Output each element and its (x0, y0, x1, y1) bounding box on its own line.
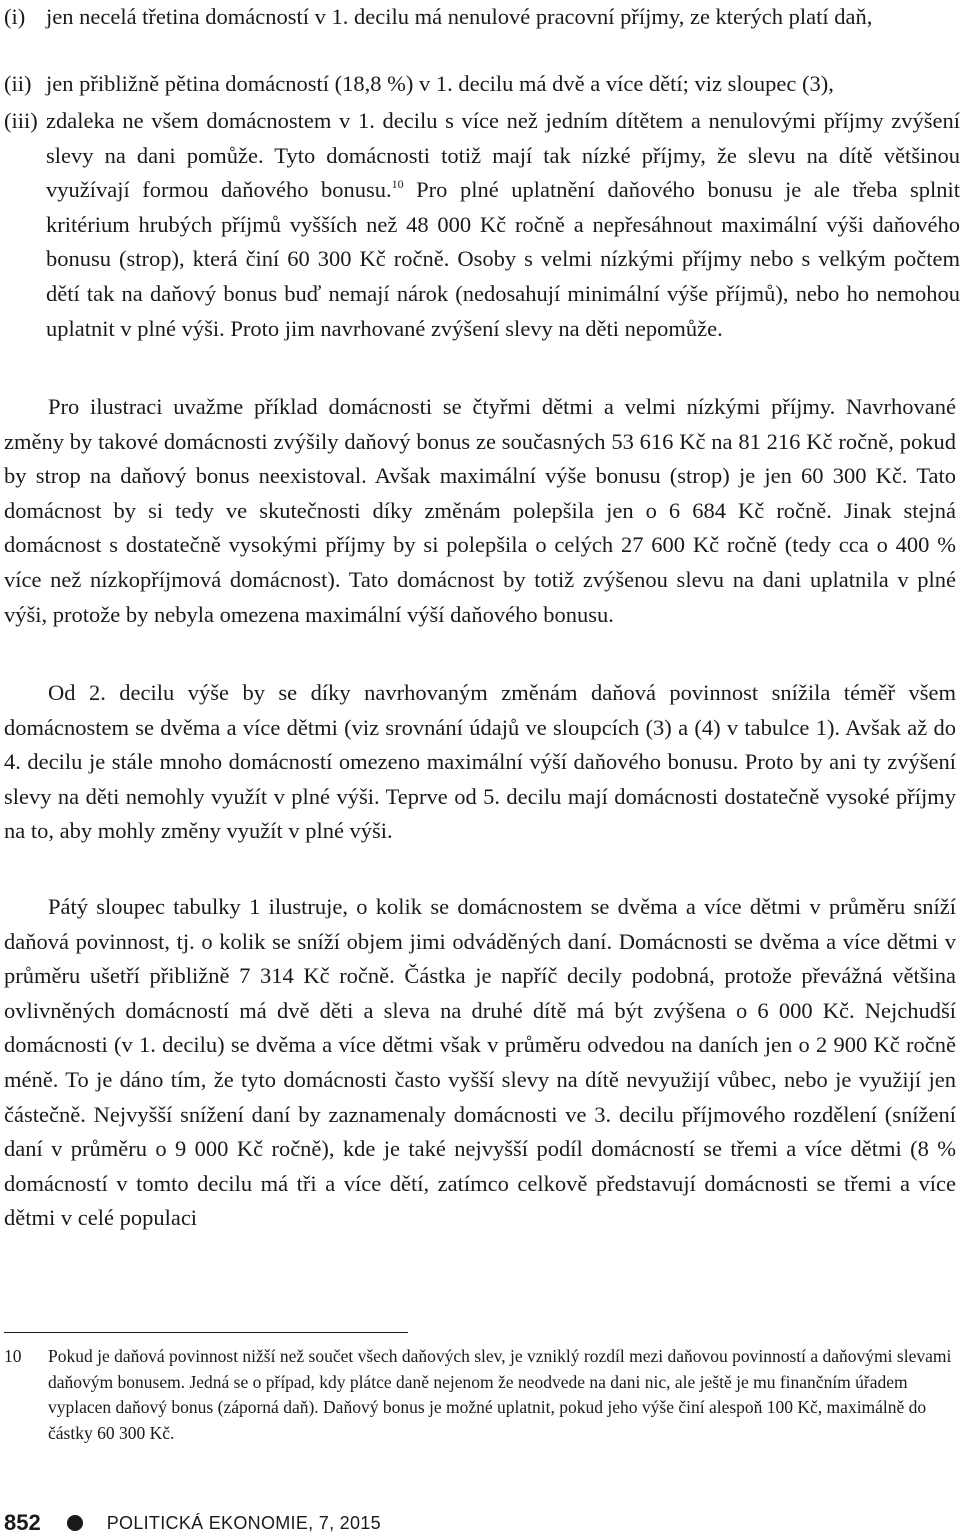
list-item-text-after-ref: Pro plné uplatnění daňového bonusu je ale třeba splnit kritérium hrubých příjmů vyšších než 48 000 Kč ročně a nepřesáhnout maximální výši daňového bonusu (strop), která činí 60 300 Kč ročně. Osoby s velmi nízkými příjmy nebo s velkým počtem dětí tak na daňový bonus buď nemají nárok (nedosahují minimální výše příjmů), nebo ho nemohou uplatnit v plné výši. Proto jim navrhované zvýšení slevy na děti nepomůže. (46, 177, 960, 341)
page-number: 852 (4, 1510, 41, 1535)
list-item-text-before-ref: zdaleka ne všem domácnostem v 1. decilu s více než jedním dítětem a nenulovými příjmy zvýšení slevy na dani pomůže. Tyto domácnosti totiž mají tak nízké příjmy, že slevu na dítě většinou využívají formou daňového bonusu. (46, 108, 960, 203)
body-paragraph (4, 676, 956, 849)
list-item (0, 67, 960, 102)
footnote-divider (4, 1332, 408, 1333)
footnote (4, 1344, 954, 1446)
list-item-text (46, 104, 960, 346)
list-item (0, 104, 960, 346)
journal-title: POLITICKÁ EKONOMIE, 7, 2015 (106, 1512, 381, 1533)
list-item-text: jen přibližně pětina domácností (18,8 %) v 1. decilu má dvě a více dětí; viz sloupec (3), (46, 71, 834, 96)
body-paragraph (4, 390, 956, 632)
body-paragraph (4, 890, 956, 1236)
paragraph-text: Pro ilustraci uvažme příklad domácnosti se čtyřmi dětmi a velmi nízkými příjmy. Navrhované změny by takové domácnosti zvýšily daňový bonus ze současných 53 616 Kč na 81 216 Kč ročně, pokud by strop na daňový bonus neexistoval. Avšak maximální výše bonusu (strop) je jen 60 300 Kč. Tato domácnost by si tedy ve skutečnosti díky změnám polepšila jen o 6 684 Kč ročně. Jinak stejná domácnost s dostatečně vysokými příjmy by si polepšila o celých 27 600 Kč ročně (tedy cca o 400 % více než nízkopříjmová domácnost). Tato domácnost by totiž zvýšenou slevu na dani uplatnila v plné výši, protože by nebyla omezena maximální výší daňového bonusu. (4, 394, 956, 627)
footnote-reference[interactable]: 10 (391, 177, 404, 192)
paragraph-text: Od 2. decilu výše by se díky navrhovaným změnám daňová povinnost snížila téměř všem domácnostem se dvěma a více dětmi (viz srovnání údajů ve sloupcích (3) a (4) v tabulce 1). Avšak až do 4. decilu je stále mnoho domácností omezeno maximální výší daňového bonusu. Proto by ani ty zvýšení slevy na děti nemohly využít v plné výši. Teprve od 5. decilu mají domácnosti dostatečně vysoké příjmy na to, aby mohly změny využít v plné výši. (4, 680, 956, 844)
footnote-number: 10 (4, 1346, 22, 1366)
list-item-text: jen necelá třetina domácností v 1. decilu má nenulové pracovní příjmy, ze kterých platí daň, (46, 4, 873, 29)
page-footer (4, 1510, 381, 1536)
list-marker: (iii) (4, 108, 38, 133)
paragraph-text: Pátý sloupec tabulky 1 ilustruje, o kolik se domácnostem se dvěma a více dětmi v průměru sníží daňová povinnost, tj. o kolik se sníží objem jimi odváděných daní. Domácnosti se dvěma a více dětmi v průměru ušetří přibližně 7 314 Kč ročně. Částka je napříč decily podobná, protože převážná většina ovlivněných domácností má dvě děti a sleva na druhé dítě má být zvýšena o 6 000 Kč. Nejchudší domácnosti (v 1. decilu) se dvěma a více dětmi však v průměru odvedou na daních jen o 2 900 Kč ročně méně. To je dáno tím, že tyto domácnosti často vyšší slevy na dítě nevyužijí vůbec, nebo je využijí jen částečně. Nejvyšší snížení daní by zaznamenaly domácnosti ve 3. decilu příjmového rozdělení (snížení daní v průměru o 9 000 Kč ročně), kde je také nejvyšší podíl domácností se třemi a více dětmi (8 % domácností v tomto decilu má tři a více dětí, zatímco celkově představují domácnosti se třemi a více dětmi v celé populaci (4, 894, 956, 1231)
bullet-dot-icon (67, 1515, 83, 1531)
list-item (0, 0, 960, 35)
footnote-text: Pokud je daňová povinnost nižší než součet všech daňových slev, je vzniklý rozdíl mezi daňovou povinností a daňovými slevami daňovým bonusem. Jedná se o případ, kdy plátce daně nejenom že neodvede na dani nic, ale ještě je mu finančním úřadem vyplacen daňový bonus (záporná daň). Daňový bonus je možné uplatnit, pokud jeho výše činí alespoň 100 Kč, maximálně do částky 60 300 Kč. (48, 1346, 952, 1443)
list-marker: (ii) (4, 71, 32, 96)
list-marker: (i) (4, 4, 26, 29)
